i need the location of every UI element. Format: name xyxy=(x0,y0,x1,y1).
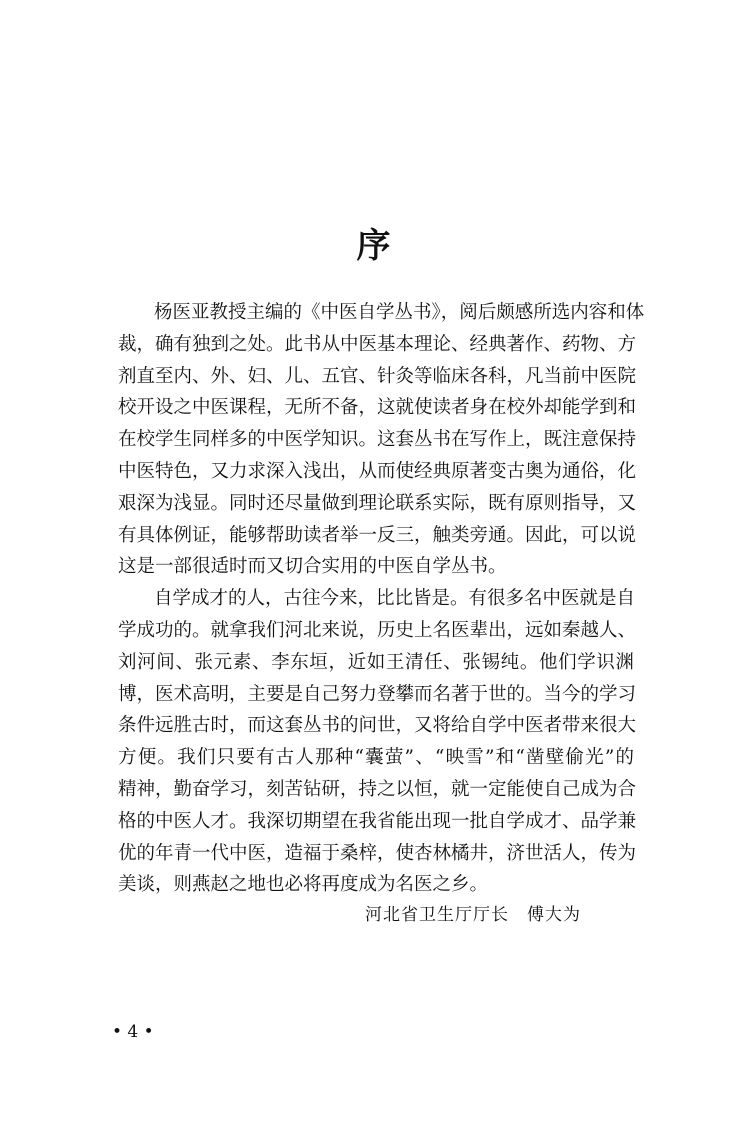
paragraph-line: 艰深为浅显。同时还尽量做到理论联系实际，既有原则指导，又 xyxy=(118,492,637,514)
paragraph-line: 博，医术高明，主要是自己努力登攀而名著于世的。当今的学习 xyxy=(118,683,637,705)
paragraph-line: 美谈，则燕赵之地也必将再度成为名医之乡。 xyxy=(118,874,489,896)
page-number: • 4 • xyxy=(112,1022,154,1042)
paragraph-line: 方便。我们只要有古人那种“囊萤”、“映雪”和“凿壁偷光”的 xyxy=(118,747,634,769)
paragraph-line: 精神，勤奋学习，刻苦钻研，持之以恒，就一定能使自己成为合 xyxy=(118,778,637,800)
paragraph-line: 刘河间、张元素、李东垣，近如王清任、张锡纯。他们学识渊 xyxy=(118,651,634,673)
signature: 河北省卫生厅厅长 傅大为 xyxy=(365,905,581,925)
paragraph-line: 杨医亚教授主编的《中医自学丛书》，阅后颇感所选内容和体 xyxy=(154,302,645,323)
paragraph-line: 自学成才的人，古往今来，比比皆是。有很多名中医就是自 xyxy=(154,588,636,610)
page-title: 序 xyxy=(356,226,391,266)
paragraph-line: 剂直至内、外、妇、儿、五官、针灸等临床各科，凡当前中医院 xyxy=(118,365,637,387)
paragraph-line: 条件远胜古时，而这套丛书的问世，又将给自学中医者带来很大 xyxy=(118,715,637,737)
paragraph-line: 格的中医人才。我深切期望在我省能出现一批自学成才、品学兼 xyxy=(118,810,637,832)
paragraph-line: 在校学生同样多的中医学知识。这套丛书在写作上，既注意保持 xyxy=(118,429,637,451)
paragraph-line: 裁，确有独到之处。此书从中医基本理论、经典著作、药物、方 xyxy=(118,333,637,355)
paragraph-line: 这是一部很适时而又切合实用的中医自学丛书。 xyxy=(118,556,507,578)
paragraph-line: 中医特色，又力求深入浅出，从而使经典原著变古奥为通俗，化 xyxy=(118,460,637,482)
preface-body xyxy=(118,297,645,901)
paragraph-line: 有具体例证，能够帮助读者举一反三，触类旁通。因此，可以说 xyxy=(118,524,637,546)
paragraph-line: 校开设之中医课程，无所不备，这就使读者身在校外却能学到和 xyxy=(118,397,637,419)
paragraph-line: 学成功的。就拿我们河北来说，历史上名医辈出，远如秦越人、 xyxy=(118,619,637,641)
paragraph-line: 优的年青一代中医，造福于桑梓，使杏林橘井，济世活人，传为 xyxy=(118,842,637,864)
